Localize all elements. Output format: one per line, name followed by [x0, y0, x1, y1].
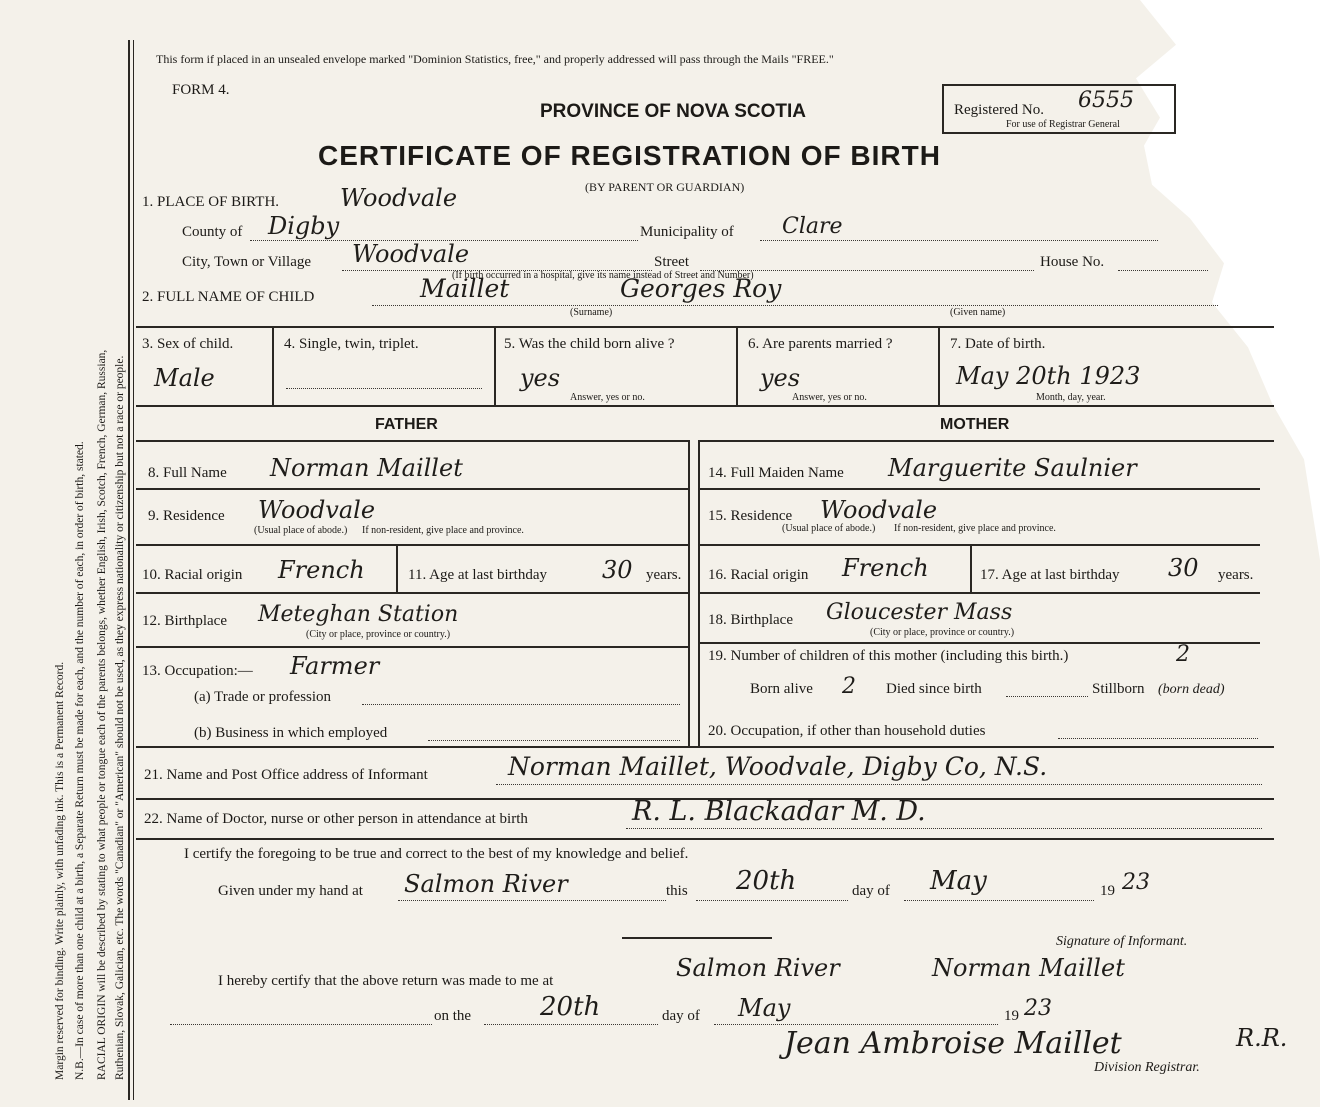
informant-signature-value: Norman Maillet — [932, 954, 1125, 982]
dob-note: Month, day, year. — [1036, 392, 1106, 403]
born-alive-label: 5. Was the child born alive ? — [504, 336, 675, 352]
mother-children-label: 19. Number of children of this mother (including this birth.) — [708, 648, 1069, 664]
father-heading: FATHER — [375, 416, 438, 433]
mother-birthplace-note: (City or place, province or country.) — [870, 627, 1015, 638]
mother-name-value: Marguerite Saulnier — [888, 454, 1137, 482]
father-nonresident-note: If non-resident, give place and province. — [362, 525, 524, 536]
county-label: County of — [182, 224, 243, 240]
registrar-signature: Jean Ambroise Maillet — [784, 1026, 1122, 1061]
given-year-value: 23 — [1122, 870, 1150, 895]
registrar-place-value: Salmon River — [676, 954, 840, 982]
father-birthplace-rule — [136, 646, 688, 648]
registrar-day-of-label: day of — [662, 1008, 700, 1024]
mother-residence-rule — [700, 544, 1260, 546]
informant-label: 21. Name and Post Office address of Informant — [144, 767, 428, 783]
given-place-value: Salmon River — [404, 870, 568, 898]
division-registrar-caption: Division Registrar. — [1094, 1060, 1200, 1075]
row3-divider-1 — [272, 326, 274, 406]
mother-born-dead-note: (born dead) — [1158, 682, 1225, 697]
father-racial-rule — [136, 592, 688, 594]
mother-abode-note: (Usual place of abode.) — [782, 523, 876, 534]
parents-married-label: 6. Are parents married ? — [748, 336, 893, 352]
surname-note: (Surname) — [570, 307, 613, 318]
row3-bottom-rule — [136, 405, 1274, 407]
given-day-of-label: day of — [852, 883, 890, 899]
parents-married-note: Answer, yes or no. — [792, 392, 867, 403]
top-notice: This form if placed in an unsealed envelope marked "Dominion Statistics, free," and properly addressed will pass through the Mails "FREE." — [156, 52, 834, 66]
given-month-value: May — [930, 866, 987, 896]
informant-value: Norman Maillet, Woodvale, Digby Co, N.S. — [508, 752, 1048, 781]
mother-racial-label: 16. Racial origin — [708, 567, 809, 583]
mother-heading: MOTHER — [940, 416, 1010, 433]
row3-divider-3 — [736, 326, 738, 406]
dob-value: May 20th 1923 — [956, 362, 1141, 390]
mother-birthplace-value: Gloucester Mass — [826, 600, 1013, 625]
dob-label: 7. Date of birth. — [950, 336, 1046, 352]
registrar-initials: R.R. — [1236, 1024, 1288, 1052]
registrar-day-value: 20th — [540, 992, 601, 1022]
registered-label: Registered No. — [954, 102, 1044, 118]
born-alive-value: yes — [520, 364, 561, 392]
city-label: City, Town or Village — [182, 254, 312, 270]
father-residence-rule — [136, 544, 688, 546]
registrar-year-value: 23 — [1024, 996, 1052, 1021]
given-day-value: 20th — [736, 866, 797, 896]
father-name-value: Norman Maillet — [270, 454, 463, 482]
parents-bottom-rule — [136, 746, 1274, 748]
father-occupation-value: Farmer — [290, 652, 380, 680]
registered-box — [942, 84, 1176, 134]
registrar-year-prefix: 19 — [1004, 1008, 1019, 1024]
father-age-value: 30 — [602, 556, 633, 584]
father-birthplace-note: (City or place, province or country.) — [306, 629, 451, 640]
street-label: Street — [654, 254, 689, 270]
doctor-rule — [136, 838, 1274, 840]
mother-stillborn-label: Stillborn — [1092, 681, 1145, 697]
municipality-value: Clare — [782, 214, 843, 239]
municipality-label: Municipality of — [640, 224, 734, 240]
registrar-on-the-label: on the — [434, 1008, 472, 1024]
registrar-month-line — [714, 1024, 998, 1025]
informant-line — [496, 784, 1262, 785]
margin-rule-inner — [133, 40, 134, 1100]
doctor-value: R. L. Blackadar M. D. — [632, 796, 926, 827]
form-number: FORM 4. — [172, 82, 230, 98]
mother-nonresident-note: If non-resident, give place and province. — [894, 523, 1056, 534]
house-number-line — [1118, 270, 1208, 271]
parents-divider-left — [688, 440, 690, 746]
place-of-birth-label: 1. PLACE OF BIRTH. — [142, 194, 280, 210]
short-signature-rule — [622, 937, 772, 939]
sex-label: 3. Sex of child. — [142, 336, 234, 352]
house-number-label: House No. — [1040, 254, 1105, 270]
row3-top-rule — [136, 326, 1274, 328]
side-note-racial-2: Ruthenian, Slovak, Galician, etc. The words "Canadian" or "American" should not be used, as they express nationality or citizenship but not a race or people. — [114, 355, 126, 1080]
given-year-prefix: 19 — [1100, 883, 1115, 899]
mother-died-label: Died since birth — [886, 681, 982, 697]
mother-age-label: 17. Age at last birthday — [980, 567, 1120, 583]
child-given-name: Georges Roy — [620, 274, 782, 303]
child-name-line — [372, 305, 1218, 306]
registrar-statement: I hereby certify that the above return was made to me at — [218, 973, 554, 989]
certificate-subtitle: (BY PARENT OR GUARDIAN) — [585, 180, 745, 194]
father-name-label: 8. Full Name — [148, 465, 227, 481]
father-occupation-label: 13. Occupation:— — [142, 663, 253, 679]
given-month-line — [904, 900, 1094, 901]
given-day-line — [696, 900, 848, 901]
row3-divider-4 — [938, 326, 940, 406]
father-trade-label: (a) Trade or profession — [194, 689, 332, 705]
father-business-label: (b) Business in which employed — [194, 725, 388, 741]
mother-occupation-label: 20. Occupation, if other than household duties — [708, 723, 986, 739]
mother-name-rule — [700, 488, 1260, 490]
registrar-month-value: May — [738, 994, 791, 1022]
father-name-rule — [136, 488, 688, 490]
certificate-title: CERTIFICATE OF REGISTRATION OF BIRTH — [318, 140, 941, 171]
father-racial-label: 10. Racial origin — [142, 567, 243, 583]
mother-racial-value: French — [842, 554, 929, 582]
father-residence-label: 9. Residence — [148, 508, 225, 524]
mother-racial-rule — [700, 592, 1260, 594]
given-under-label: Given under my hand at — [218, 883, 363, 899]
registered-note: For use of Registrar General — [1006, 119, 1120, 130]
municipality-line — [760, 240, 1158, 241]
father-age-years: years. — [646, 567, 682, 583]
father-birthplace-value: Meteghan Station — [258, 602, 459, 627]
given-place-line — [398, 900, 666, 901]
father-heading-rule — [136, 440, 690, 442]
province-heading: PROVINCE OF NOVA SCOTIA — [540, 101, 807, 122]
place-of-birth-value: Woodvale — [340, 184, 458, 212]
doctor-line — [626, 828, 1262, 829]
mother-died-line — [1006, 696, 1088, 697]
side-note-binding: Margin reserved for binding. Write plainly, with unfading ink. This is a Permanent Record. — [54, 661, 66, 1080]
given-this-label: this — [666, 883, 688, 899]
father-business-line — [428, 740, 680, 741]
father-abode-note: (Usual place of abode.) — [254, 525, 348, 536]
mother-residence-label: 15. Residence — [708, 508, 793, 524]
sex-value: Male — [154, 364, 215, 392]
informant-signature-caption: Signature of Informant. — [1056, 934, 1188, 949]
mother-occupation-line — [1058, 738, 1258, 739]
mother-age-value: 30 — [1168, 554, 1199, 582]
registrar-blank-line — [170, 1024, 432, 1025]
father-age-label: 11. Age at last birthday — [408, 567, 547, 583]
certify-statement: I certify the foregoing to be true and correct to the best of my knowledge and belief. — [184, 846, 689, 862]
parents-married-value: yes — [760, 364, 801, 392]
father-racial-value: French — [278, 556, 365, 584]
mother-heading-rule — [700, 440, 1274, 442]
registered-number: 6555 — [1078, 88, 1134, 113]
registrar-day-line — [484, 1024, 658, 1025]
hospital-note: (If birth occurred in a hospital, give its name instead of Street and Number) — [452, 270, 754, 281]
child-surname: Maillet — [420, 274, 510, 303]
margin-rule — [128, 40, 130, 1100]
mother-children-value: 2 — [1176, 642, 1190, 667]
given-name-note: (Given name) — [950, 307, 1006, 318]
child-name-label: 2. FULL NAME OF CHILD — [142, 289, 315, 305]
mother-born-alive-label: Born alive — [750, 681, 813, 697]
row3-divider-2 — [494, 326, 496, 406]
mother-name-label: 14. Full Maiden Name — [708, 465, 844, 481]
mother-age-years: years. — [1218, 567, 1254, 583]
mother-residence-value: Woodvale — [820, 496, 938, 524]
father-residence-value: Woodvale — [258, 496, 376, 524]
mother-birthplace-label: 18. Birthplace — [708, 612, 793, 628]
mother-racial-divider — [970, 546, 972, 592]
side-note-nb: N.B.—In case of more than one child at a birth, a Separate Return must be made for each, and the number of each, in order of birth, stated. — [74, 441, 86, 1080]
father-racial-divider — [396, 546, 398, 592]
multiple-birth-label: 4. Single, twin, triplet. — [284, 336, 419, 352]
mother-born-alive-value: 2 — [842, 674, 856, 699]
father-trade-line — [362, 704, 680, 705]
doctor-label: 22. Name of Doctor, nurse or other person in attendance at birth — [144, 811, 528, 827]
city-value: Woodvale — [352, 240, 470, 268]
side-note-racial: RACIAL ORIGIN will be described by stating to what people or tongue each of the parents belongs, whether English, Irish, Scotch, French, German, Russian, — [96, 349, 108, 1080]
county-value: Digby — [268, 212, 340, 240]
born-alive-note: Answer, yes or no. — [570, 392, 645, 403]
multiple-birth-line — [286, 388, 482, 389]
father-birthplace-label: 12. Birthplace — [142, 613, 227, 629]
